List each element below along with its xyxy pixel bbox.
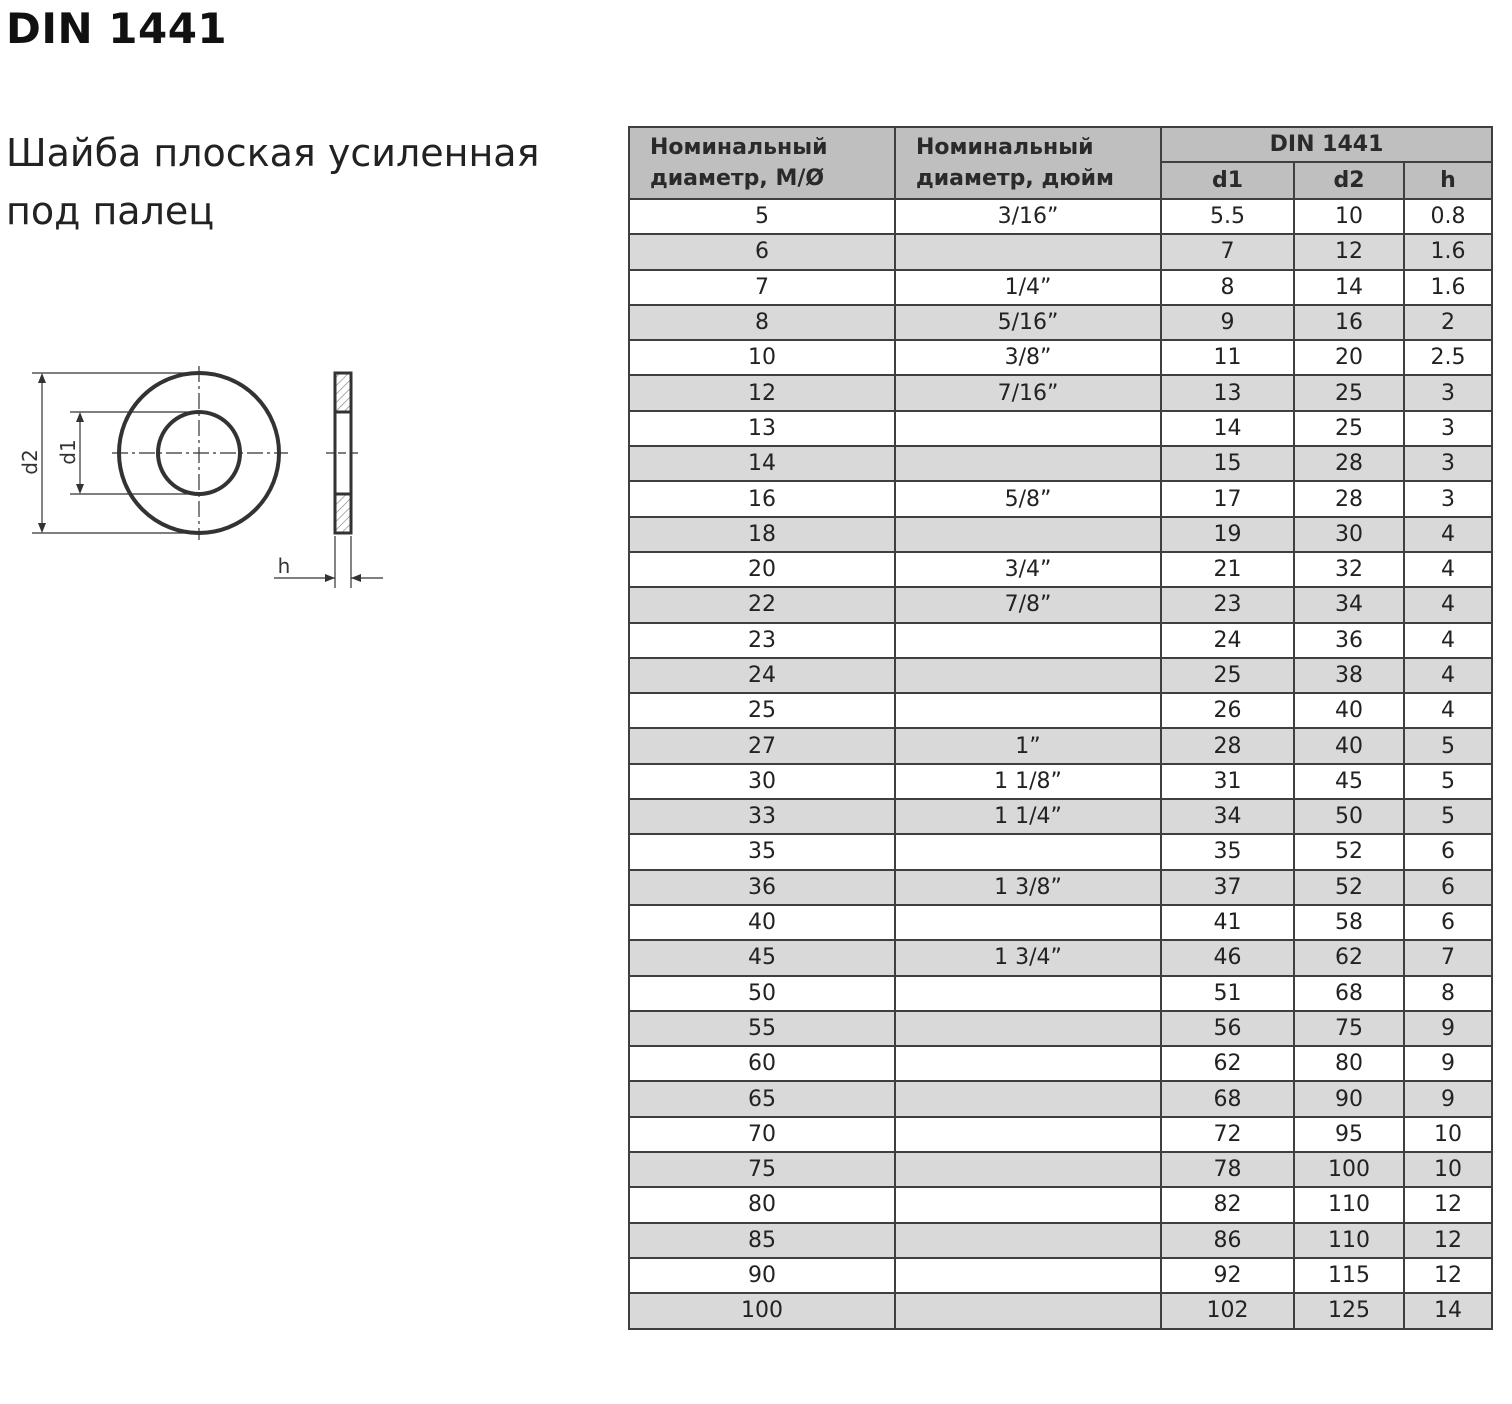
cell-d1: 21	[1161, 552, 1294, 587]
cell-h: 4	[1404, 587, 1492, 622]
h-label: h	[277, 554, 291, 578]
cell-d2: 115	[1294, 1258, 1404, 1293]
cell-d2: 14	[1294, 270, 1404, 305]
table-row	[629, 587, 1492, 622]
cell-d1: 72	[1161, 1117, 1294, 1152]
cell-h: 3	[1404, 375, 1492, 410]
table-row	[629, 411, 1492, 446]
cell-h: 5	[1404, 764, 1492, 799]
cell-nominal-metric: 45	[629, 940, 895, 975]
table-body	[629, 199, 1492, 1329]
cell-nominal-inch	[895, 693, 1161, 728]
cell-h: 1.6	[1404, 234, 1492, 269]
cell-d1: 62	[1161, 1046, 1294, 1081]
cell-nominal-inch	[895, 1293, 1161, 1328]
table-row	[629, 940, 1492, 975]
cell-d1: 86	[1161, 1223, 1294, 1258]
cell-h: 9	[1404, 1081, 1492, 1116]
cell-d2: 68	[1294, 976, 1404, 1011]
cell-nominal-inch	[895, 1223, 1161, 1258]
cell-nominal-metric: 75	[629, 1152, 895, 1187]
cell-d2: 12	[1294, 234, 1404, 269]
cell-nominal-metric: 90	[629, 1258, 895, 1293]
cell-nominal-inch: 3/4”	[895, 552, 1161, 587]
header-d1: d1	[1161, 162, 1294, 199]
cell-h: 12	[1404, 1258, 1492, 1293]
cell-d2: 62	[1294, 940, 1404, 975]
cell-d1: 19	[1161, 517, 1294, 552]
table-row	[629, 1223, 1492, 1258]
cell-nominal-metric: 65	[629, 1081, 895, 1116]
cell-nominal-metric: 16	[629, 481, 895, 516]
cell-d1: 37	[1161, 870, 1294, 905]
table-row	[629, 1117, 1492, 1152]
cell-h: 4	[1404, 517, 1492, 552]
table-row	[629, 905, 1492, 940]
cell-nominal-inch	[895, 411, 1161, 446]
cell-nominal-metric: 5	[629, 199, 895, 234]
table-row	[629, 834, 1492, 869]
table-row	[629, 1293, 1492, 1328]
cell-d2: 40	[1294, 728, 1404, 763]
table-row	[629, 1011, 1492, 1046]
cell-d1: 14	[1161, 411, 1294, 446]
cell-d2: 90	[1294, 1081, 1404, 1116]
cell-d2: 50	[1294, 799, 1404, 834]
cell-d1: 8	[1161, 270, 1294, 305]
cell-nominal-inch	[895, 976, 1161, 1011]
cell-d2: 34	[1294, 587, 1404, 622]
table-row	[629, 305, 1492, 340]
washer-side-view	[274, 373, 383, 588]
table-row	[629, 764, 1492, 799]
table-row	[629, 1046, 1492, 1081]
table-row	[629, 1187, 1492, 1222]
cell-d1: 17	[1161, 481, 1294, 516]
cell-nominal-metric: 55	[629, 1011, 895, 1046]
cell-d2: 25	[1294, 375, 1404, 410]
table-row	[629, 870, 1492, 905]
cell-d1: 11	[1161, 340, 1294, 375]
cell-nominal-metric: 40	[629, 905, 895, 940]
cell-nominal-inch	[895, 1081, 1161, 1116]
cell-nominal-inch: 3/8”	[895, 340, 1161, 375]
cell-d2: 28	[1294, 481, 1404, 516]
cell-h: 5	[1404, 799, 1492, 834]
cell-h: 5	[1404, 728, 1492, 763]
table-row	[629, 1152, 1492, 1187]
cell-nominal-inch: 5/16”	[895, 305, 1161, 340]
cell-d2: 100	[1294, 1152, 1404, 1187]
cell-d2: 75	[1294, 1011, 1404, 1046]
cell-nominal-metric: 27	[629, 728, 895, 763]
cell-h: 0.8	[1404, 199, 1492, 234]
cell-d2: 36	[1294, 623, 1404, 658]
cell-nominal-metric: 18	[629, 517, 895, 552]
cell-d1: 15	[1161, 446, 1294, 481]
cell-h: 14	[1404, 1293, 1492, 1328]
cell-nominal-metric: 23	[629, 623, 895, 658]
cell-h: 9	[1404, 1011, 1492, 1046]
cell-nominal-metric: 6	[629, 234, 895, 269]
table-row	[629, 976, 1492, 1011]
header-d2: d2	[1294, 162, 1404, 199]
cell-d2: 52	[1294, 870, 1404, 905]
cell-nominal-metric: 36	[629, 870, 895, 905]
table-row	[629, 517, 1492, 552]
cell-d2: 52	[1294, 834, 1404, 869]
cell-d2: 58	[1294, 905, 1404, 940]
cell-nominal-inch	[895, 623, 1161, 658]
cell-d1: 46	[1161, 940, 1294, 975]
cell-h: 2	[1404, 305, 1492, 340]
cell-d2: 20	[1294, 340, 1404, 375]
cell-d1: 35	[1161, 834, 1294, 869]
header-nominal-inch: Номинальный диаметр, дюйм	[895, 127, 1161, 199]
cell-nominal-inch: 1 3/4”	[895, 940, 1161, 975]
cell-nominal-metric: 33	[629, 799, 895, 834]
cell-h: 3	[1404, 481, 1492, 516]
cell-nominal-metric: 80	[629, 1187, 895, 1222]
cell-nominal-metric: 25	[629, 693, 895, 728]
cell-nominal-inch: 7/8”	[895, 587, 1161, 622]
cell-nominal-inch	[895, 905, 1161, 940]
cell-d2: 10	[1294, 199, 1404, 234]
table-row	[629, 728, 1492, 763]
cell-nominal-metric: 85	[629, 1223, 895, 1258]
cell-d1: 23	[1161, 587, 1294, 622]
cell-d1: 25	[1161, 658, 1294, 693]
cell-d1: 41	[1161, 905, 1294, 940]
table-row	[629, 340, 1492, 375]
cell-h: 7	[1404, 940, 1492, 975]
dimensions-table	[628, 126, 1493, 1330]
cell-nominal-inch	[895, 658, 1161, 693]
cell-d1: 13	[1161, 375, 1294, 410]
cell-d2: 30	[1294, 517, 1404, 552]
table-row	[629, 234, 1492, 269]
cell-d2: 16	[1294, 305, 1404, 340]
cell-d2: 80	[1294, 1046, 1404, 1081]
cell-nominal-inch: 1/4”	[895, 270, 1161, 305]
cell-nominal-inch	[895, 1258, 1161, 1293]
table-row	[629, 375, 1492, 410]
cell-nominal-metric: 24	[629, 658, 895, 693]
cell-nominal-metric: 8	[629, 305, 895, 340]
cell-nominal-metric: 30	[629, 764, 895, 799]
table-row	[629, 1081, 1492, 1116]
cell-nominal-inch	[895, 1046, 1161, 1081]
cell-nominal-metric: 12	[629, 375, 895, 410]
product-subtitle: Шайба плоская усиленная под палец	[6, 131, 540, 233]
cell-nominal-inch: 5/8”	[895, 481, 1161, 516]
table-row	[629, 199, 1492, 234]
cell-h: 2.5	[1404, 340, 1492, 375]
header-nominal-metric: Номинальный диаметр, М/Ø	[629, 127, 895, 199]
table-row	[629, 446, 1492, 481]
cell-nominal-metric: 70	[629, 1117, 895, 1152]
cell-h: 3	[1404, 446, 1492, 481]
table-row	[629, 623, 1492, 658]
cell-h: 10	[1404, 1117, 1492, 1152]
cell-nominal-inch: 1 1/4”	[895, 799, 1161, 834]
cell-h: 3	[1404, 411, 1492, 446]
header-din-group: DIN 1441	[1161, 127, 1492, 162]
cell-d1: 78	[1161, 1152, 1294, 1187]
cell-nominal-inch: 3/16”	[895, 199, 1161, 234]
cell-d1: 24	[1161, 623, 1294, 658]
cell-nominal-inch	[895, 517, 1161, 552]
cell-h: 4	[1404, 658, 1492, 693]
table-row	[629, 270, 1492, 305]
cell-nominal-metric: 7	[629, 270, 895, 305]
d2-label: d2	[18, 449, 42, 475]
cell-h: 4	[1404, 693, 1492, 728]
cell-nominal-metric: 50	[629, 976, 895, 1011]
cell-h: 8	[1404, 976, 1492, 1011]
cell-nominal-metric: 10	[629, 340, 895, 375]
cell-nominal-metric: 60	[629, 1046, 895, 1081]
cell-nominal-inch: 1 3/8”	[895, 870, 1161, 905]
table-row	[629, 552, 1492, 587]
cell-d1: 56	[1161, 1011, 1294, 1046]
cell-nominal-inch	[895, 234, 1161, 269]
cell-nominal-inch	[895, 1011, 1161, 1046]
cell-d1: 92	[1161, 1258, 1294, 1293]
table-row	[629, 799, 1492, 834]
table-row	[629, 693, 1492, 728]
cell-h: 6	[1404, 905, 1492, 940]
washer-drawing	[0, 355, 400, 595]
cell-d2: 32	[1294, 552, 1404, 587]
cell-d2: 110	[1294, 1223, 1404, 1258]
cell-d1: 51	[1161, 976, 1294, 1011]
cell-h: 12	[1404, 1187, 1492, 1222]
cell-d2: 125	[1294, 1293, 1404, 1328]
cell-nominal-metric: 35	[629, 834, 895, 869]
table-row	[629, 1258, 1492, 1293]
cell-d1: 7	[1161, 234, 1294, 269]
table-row	[629, 481, 1492, 516]
cell-nominal-inch	[895, 446, 1161, 481]
header-h: h	[1404, 162, 1492, 199]
cell-d2: 45	[1294, 764, 1404, 799]
cell-h: 12	[1404, 1223, 1492, 1258]
cell-d1: 82	[1161, 1187, 1294, 1222]
cell-d1: 102	[1161, 1293, 1294, 1328]
cell-d1: 26	[1161, 693, 1294, 728]
cell-d2: 25	[1294, 411, 1404, 446]
cell-h: 6	[1404, 870, 1492, 905]
cell-d2: 110	[1294, 1187, 1404, 1222]
cell-h: 1.6	[1404, 270, 1492, 305]
cell-d1: 5.5	[1161, 199, 1294, 234]
cell-h: 9	[1404, 1046, 1492, 1081]
cell-h: 4	[1404, 552, 1492, 587]
cell-d1: 68	[1161, 1081, 1294, 1116]
cell-d1: 31	[1161, 764, 1294, 799]
cell-nominal-inch: 1 1/8”	[895, 764, 1161, 799]
cell-d2: 40	[1294, 693, 1404, 728]
table-row	[629, 658, 1492, 693]
cell-nominal-inch: 7/16”	[895, 375, 1161, 410]
d1-label: d1	[56, 439, 80, 465]
cell-d1: 34	[1161, 799, 1294, 834]
cell-nominal-inch	[895, 1187, 1161, 1222]
cell-nominal-inch	[895, 834, 1161, 869]
cell-h: 10	[1404, 1152, 1492, 1187]
cell-nominal-inch: 1”	[895, 728, 1161, 763]
cell-d2: 38	[1294, 658, 1404, 693]
cell-h: 6	[1404, 834, 1492, 869]
cell-d2: 95	[1294, 1117, 1404, 1152]
page-title: DIN 1441	[6, 4, 228, 53]
cell-nominal-metric: 100	[629, 1293, 895, 1328]
cell-nominal-inch	[895, 1117, 1161, 1152]
cell-nominal-metric: 20	[629, 552, 895, 587]
cell-nominal-metric: 22	[629, 587, 895, 622]
cell-nominal-metric: 13	[629, 411, 895, 446]
cell-h: 4	[1404, 623, 1492, 658]
cell-d1: 28	[1161, 728, 1294, 763]
cell-d1: 9	[1161, 305, 1294, 340]
cell-nominal-inch	[895, 1152, 1161, 1187]
cell-d2: 28	[1294, 446, 1404, 481]
cell-nominal-metric: 14	[629, 446, 895, 481]
